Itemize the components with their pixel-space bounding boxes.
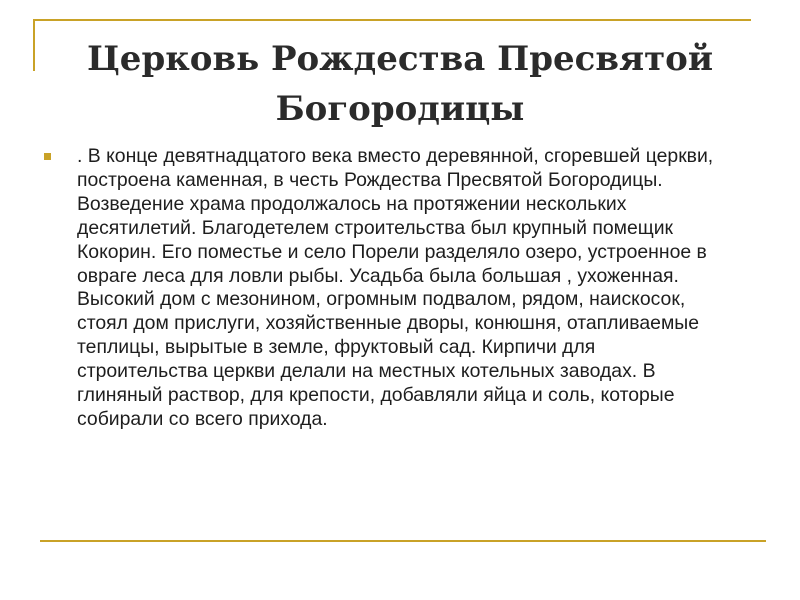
bottom-divider — [40, 540, 766, 542]
slide-title: Церковь Рождества Пресвятой Богородицы — [86, 39, 714, 129]
bullet-text: . В конце девятнадцатого века вместо деревянной, сгоревшей церкви, построена каменная, в честь Рождества Пресвятой Богородицы. Возведение храма продолжалось на протяжении нескольких десятилетий. Благодетелем строительства был крупный помещик Кокорин. Его поместье и село Порели разделяло озеро, устроенное в овраге леса для ловли рыбы. Усадьба была большая , ухоженная. Высокий дом с мезонином, огромным подвалом, рядом, наискосок, стоял дом прислуги, хозяйственные дворы, конюшня, отапливаемые теплицы, вырытые в земле, фруктовый сад. Кирпичи для строительства церкви делали на местных котельных заводах. В глиняный раствор, для крепости, добавляли яйца и соль, которые собирали со всего прихода. — [77, 145, 714, 430]
left-divider — [33, 19, 35, 71]
bullet-square-icon — [44, 153, 51, 160]
top-divider — [33, 19, 751, 21]
